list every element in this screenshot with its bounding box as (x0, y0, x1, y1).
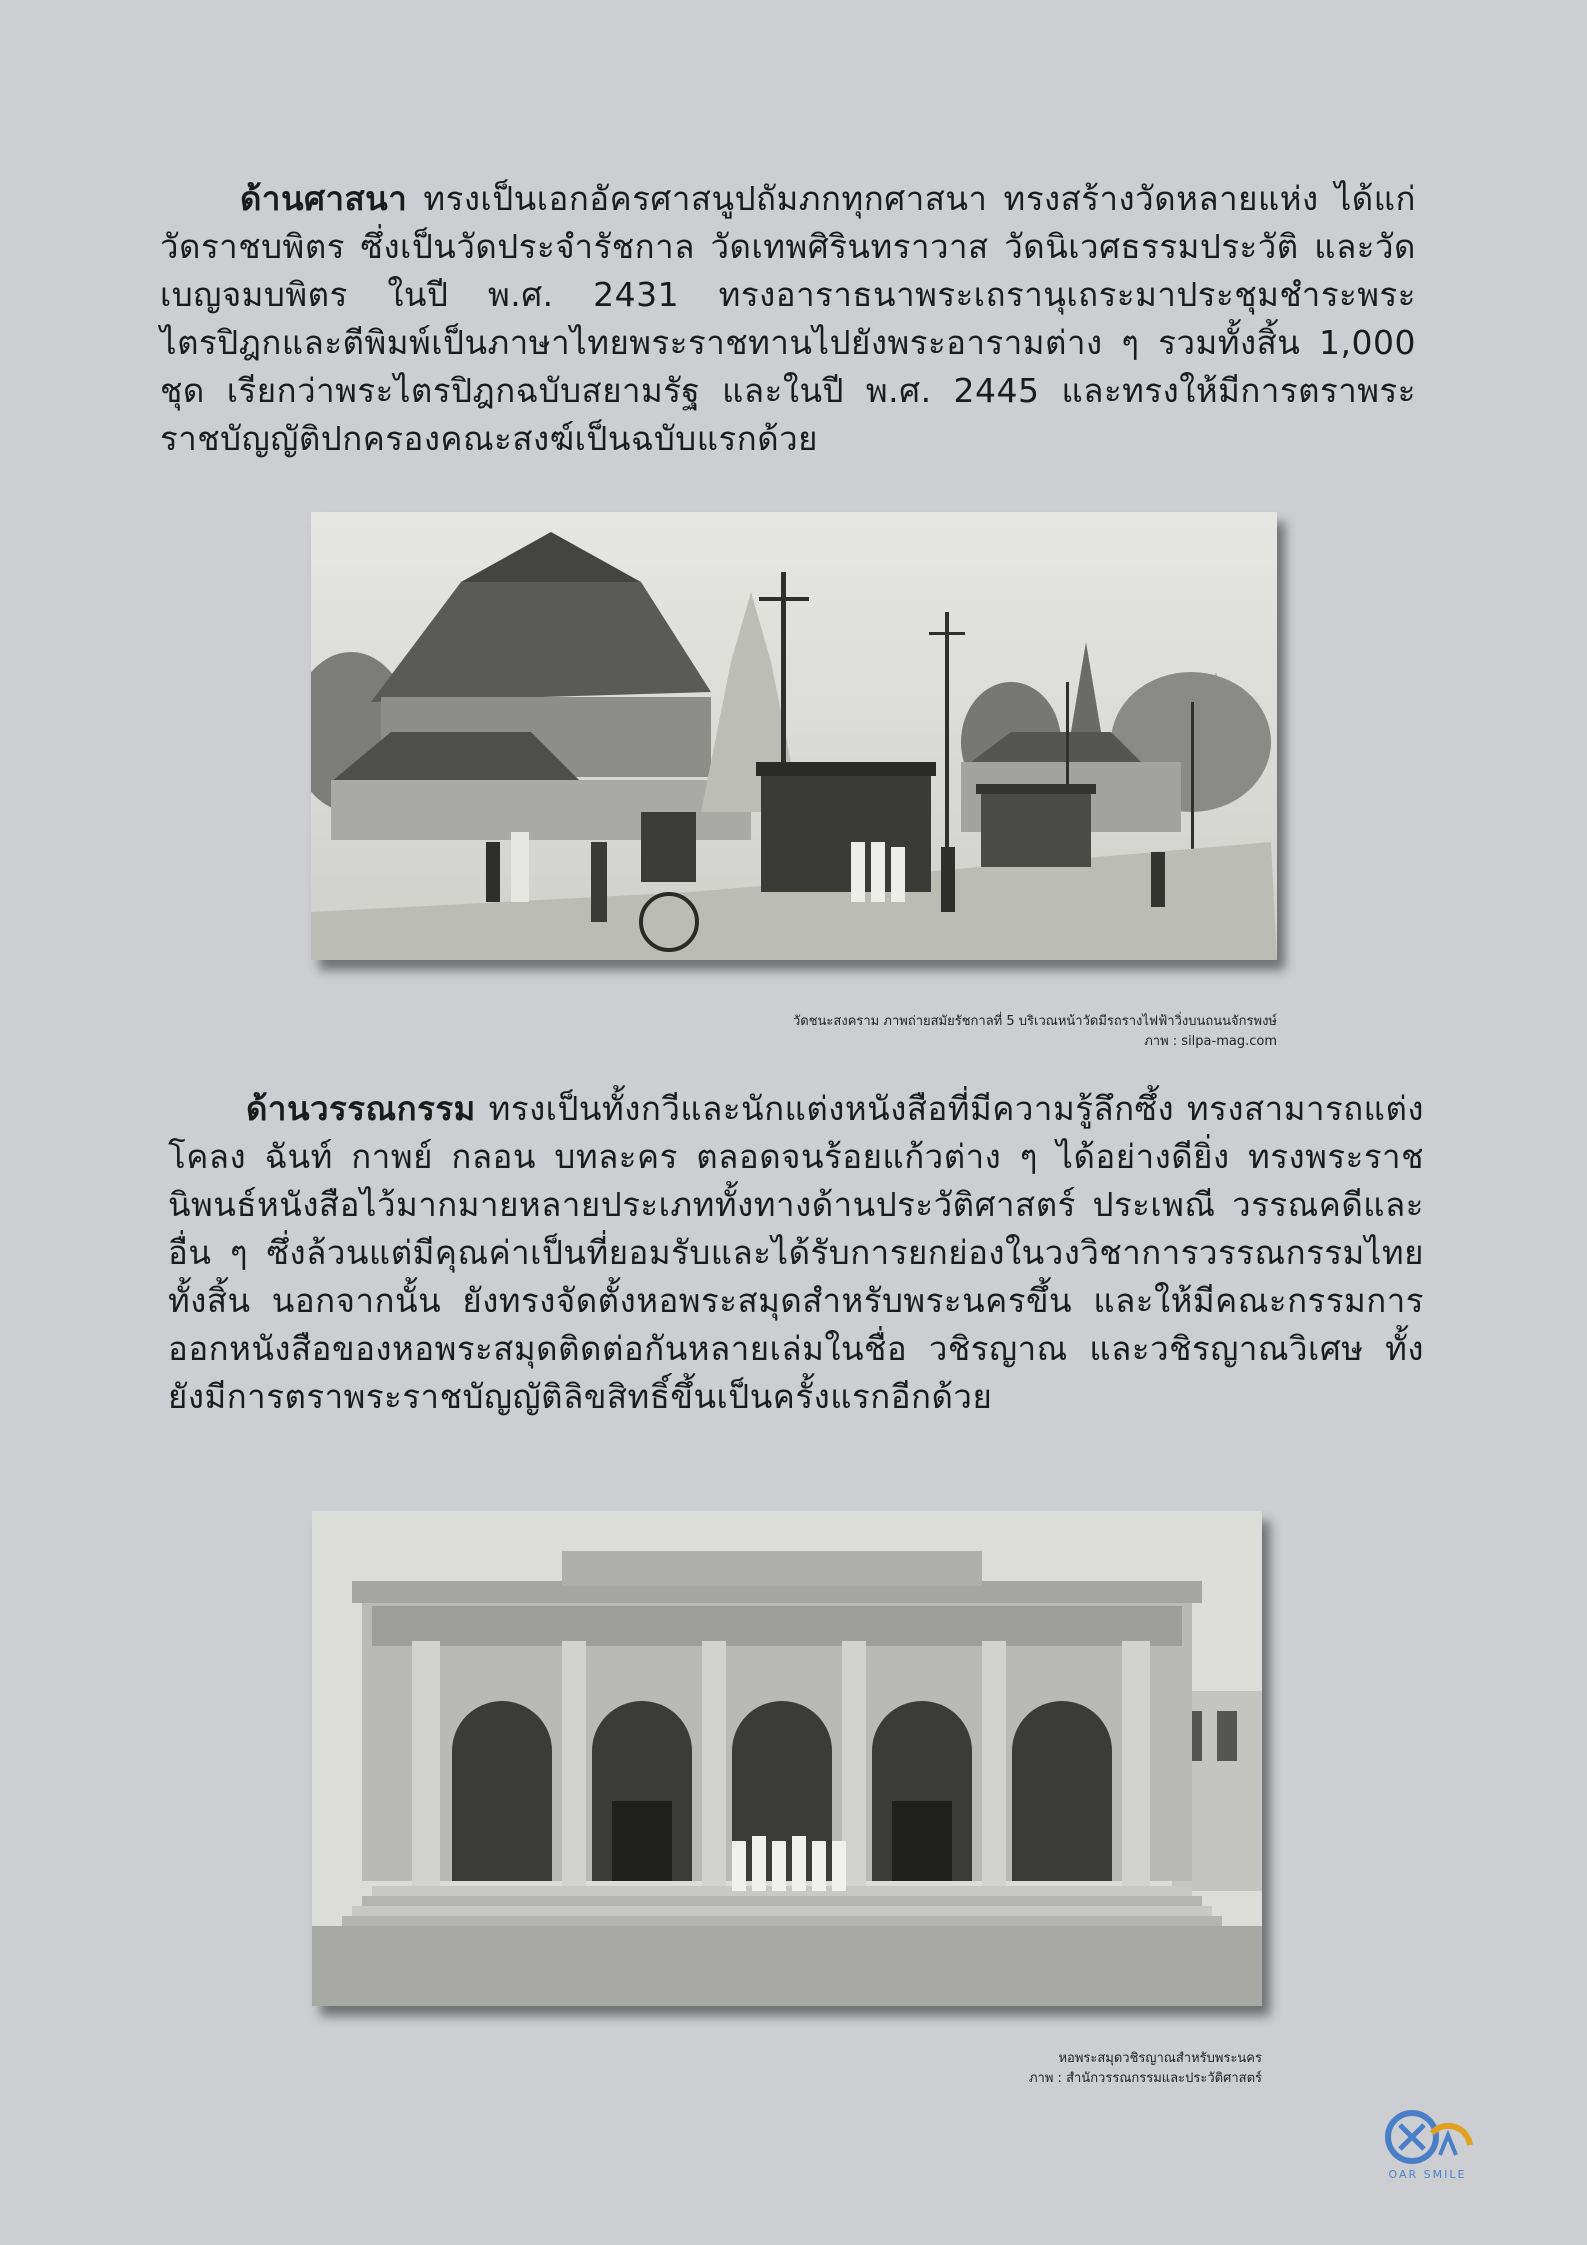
wat-chana-songkhram-photo (311, 512, 1277, 960)
photo1-caption (677, 1012, 1277, 1052)
photo2-caption-credit: ภาพ : สำนักวรรณกรรมและประวัติศาสตร์ (1028, 2071, 1262, 2086)
photo2-caption-title: หอพระสมุดวชิรญาณสำหรับพระนคร (1058, 2051, 1262, 2066)
photo1-caption-title: วัดชนะสงคราม ภาพถ่ายสมัยรัชกาลที่ 5 บริเวณหน้าวัดมีรถรางไฟฟ้าวิ่งบนถนนจักรพงษ์ (792, 1014, 1277, 1029)
religion-heading: ด้านศาสนา (240, 179, 408, 218)
photo1-caption-credit: ภาพ : silpa-mag.com (1144, 1034, 1277, 1049)
vajirayana-library-photo (312, 1511, 1262, 2006)
religion-body: ทรงเป็นเอกอัครศาสนูปถัมภกทุกศาสนา ทรงสร้างวัดหลายแห่ง ได้แก่ วัดราชบพิตร ซึ่งเป็นวัดประจำรัชกาล วัดเทพศิรินทราวาส วัดนิเวศธรรมประวัติ และวัดเบญจมบพิตร ในปี พ.ศ. 2431 ทรงอาราธนาพระเถรานุเถระมาประชุมชำระพระไตรปิฎกและตีพิมพ์เป็นภาษาไทยพระราชทานไปยังพระอารามต่าง ๆ รวมทั้งสิ้น 1,000 ชุด เรียกว่าพระไตรปิฎกฉบับสยามรัฐ และในปี พ.ศ. 2445 และทรงให้มีการตราพระราชบัญญัติปกครองคณะสงฆ์เป็นฉบับแรกด้วย (160, 179, 1416, 458)
literature-paragraph (168, 1085, 1424, 1421)
religion-paragraph (160, 175, 1416, 463)
photo2-caption (662, 2049, 1262, 2089)
literature-body: ทรงเป็นทั้งกวีและนักแต่งหนังสือที่มีความรู้ลึกซึ้ง ทรงสามารถแต่งโคลง ฉันท์ กาพย์ กลอน บทละคร ตลอดจนร้อยแก้วต่าง ๆ ได้อย่างดียิ่ง ทรงพระราชนิพนธ์หนังสือไว้มากมายหลายประเภททั้งทางด้านประวัติศาสตร์ ประเพณี วรรณคดีและอื่น ๆ ซึ่งล้วนแต่มีคุณค่าเป็นที่ยอมรับและได้รับการยกย่องในวงวิชาการวรรณกรรมไทยทั้งสิ้น นอกจากนั้น ยังทรงจัดตั้งหอพระสมุดสำหรับพระนครขึ้น และให้มีคณะกรรมการออกหนังสือของหอพระสมุดติดต่อกันหลายเล่มในชื่อ วชิรญาณ และวชิรญาณวิเศษ ทั้งยังมีการตราพระราชบัญญัติลิขสิทธิ์ขึ้นเป็นครั้งแรกอีกด้วย (168, 1089, 1424, 1416)
logo-wordmark: OAR SMILE (1388, 2168, 1467, 2181)
literature-heading: ด้านวรรณกรรม (246, 1089, 476, 1128)
